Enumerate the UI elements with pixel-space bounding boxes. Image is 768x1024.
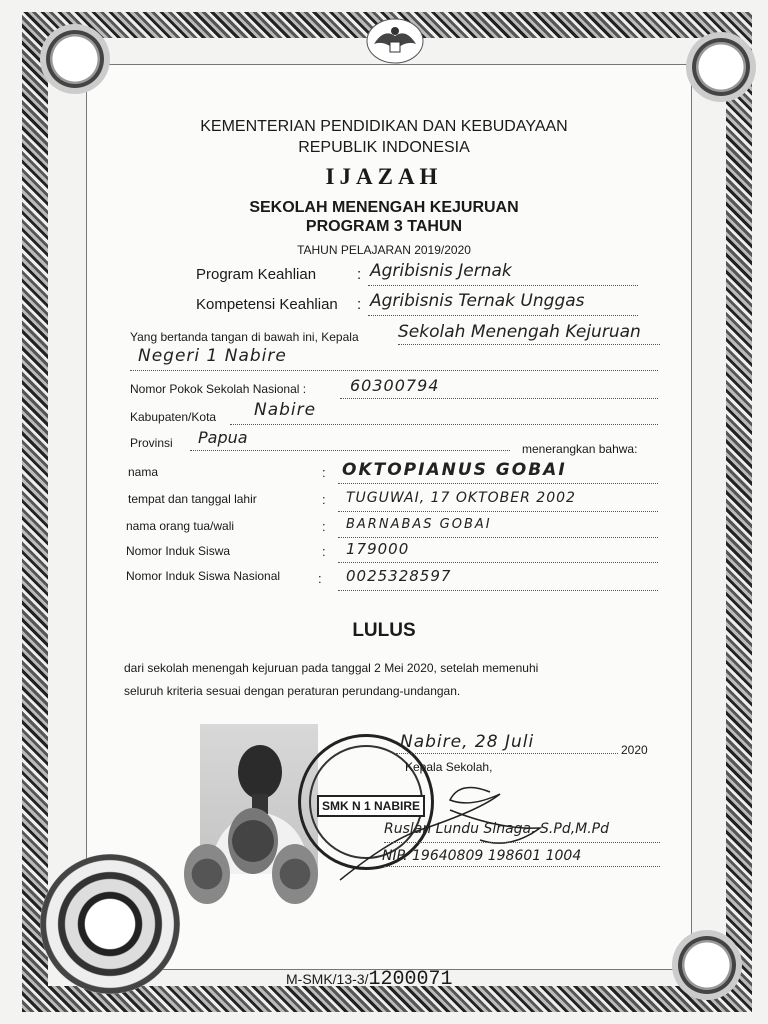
dotted-line <box>190 450 510 451</box>
program-keahlian-value: Agribisnis Jernak <box>370 261 512 281</box>
program-keahlian-label: Program Keahlian <box>196 266 317 283</box>
signing-place-date: Nabire, 28 Juli <box>400 732 535 752</box>
ortu-label: nama orang tua/wali <box>126 519 235 533</box>
stamp-ring-text <box>290 714 291 715</box>
republic-name: REPUBLIK INDONESIA <box>298 139 470 156</box>
ministry-hologram-seal <box>40 854 180 994</box>
dotted-line <box>338 562 658 563</box>
ttl-label: tempat dan tanggal lahir <box>128 492 257 506</box>
dotted-line <box>368 315 638 316</box>
program-duration: PROGRAM 3 TAHUN <box>305 218 463 235</box>
dotted-line <box>384 842 660 843</box>
ttl-value: TUGUWAI, 17 OKTOBER 2002 <box>346 490 576 506</box>
school-type: SEKOLAH MENENGAH KEJURUAN <box>249 199 519 216</box>
thumbprint-center <box>228 808 278 874</box>
nisn-label: Nomor Induk Siswa Nasional <box>126 569 281 583</box>
dotted-line <box>130 370 658 371</box>
nisn-value: 0025328597 <box>346 567 452 585</box>
nis-value: 179000 <box>346 540 410 558</box>
signer-nip: NIP. 19640809 198601 1004 <box>382 848 582 864</box>
npsn-value: 60300794 <box>350 376 440 395</box>
ministry-name: KEMENTERIAN PENDIDIKAN DAN KEBUDAYAAN <box>200 118 568 135</box>
corner-ornament-top-left <box>40 24 110 94</box>
nama-value: OKTOPIANUS GOBAI <box>342 460 567 480</box>
nis-label: Nomor Induk Siswa <box>126 544 231 558</box>
colon: : <box>357 296 362 313</box>
signer-role: Kepala Sekolah, <box>405 760 493 774</box>
serial-number: 1200071 <box>368 968 453 991</box>
serial-block <box>286 968 452 991</box>
document-title: IJAZAH <box>325 164 443 189</box>
result-statement-line2: seluruh kriteria sesuai dengan peraturan perundang-undangan. <box>124 684 461 698</box>
kabupaten-value: Nabire <box>254 400 317 420</box>
provinsi-value: Papua <box>198 428 248 447</box>
dotted-line <box>338 511 658 512</box>
dotted-line <box>398 344 660 345</box>
dotted-line <box>338 590 658 591</box>
dotted-line <box>368 285 638 286</box>
corner-ornament-bottom-right <box>672 930 742 1000</box>
signer-intro: Yang bertanda tangan di bawah ini, Kepala <box>130 330 359 344</box>
corner-ornament-top-right <box>686 32 756 102</box>
colon: : <box>318 571 322 586</box>
kompetensi-value: Agribisnis Ternak Unggas <box>370 291 585 311</box>
menerangkan-text: menerangkan bahwa: <box>522 442 638 456</box>
kabupaten-label: Kabupaten/Kota <box>130 410 217 424</box>
signing-year: 2020 <box>621 743 648 757</box>
colon: : <box>322 519 326 534</box>
kompetensi-label: Kompetensi Keahlian <box>196 296 338 313</box>
dotted-line <box>340 398 658 399</box>
serial-prefix: M-SMK/13-3/ <box>286 971 369 987</box>
school-name-line1: Sekolah Menengah Kejuruan <box>398 322 641 342</box>
colon: : <box>322 544 326 559</box>
colon: : <box>322 465 326 480</box>
dotted-line <box>230 424 658 425</box>
graduation-status: LULUS <box>352 620 416 641</box>
dotted-line <box>396 753 618 754</box>
thumbprint-left <box>184 844 230 904</box>
result-statement-line1: dari sekolah menengah kejuruan pada tanggal 2 Mei 2020, setelah memenuhi <box>124 661 539 675</box>
colon: : <box>357 266 362 283</box>
ortu-value: BARNABAS GOBAI <box>346 517 492 532</box>
nama-label: nama <box>128 465 159 479</box>
dotted-line <box>338 483 658 484</box>
academic-year: TAHUN PELAJARAN 2019/2020 <box>297 243 471 257</box>
stamp-text: SMK N 1 NABIRE <box>317 795 425 817</box>
npsn-label: Nomor Pokok Sekolah Nasional : <box>130 382 307 396</box>
school-name-line2: Negeri 1 Nabire <box>138 346 287 366</box>
dotted-line <box>384 866 660 867</box>
dotted-line <box>338 537 658 538</box>
colon: : <box>322 492 326 507</box>
garuda-emblem-icon <box>364 16 426 66</box>
provinsi-label: Provinsi <box>130 436 173 450</box>
signer-name: Ruslan Lundu Sinaga, S.Pd,M.Pd <box>384 821 610 837</box>
